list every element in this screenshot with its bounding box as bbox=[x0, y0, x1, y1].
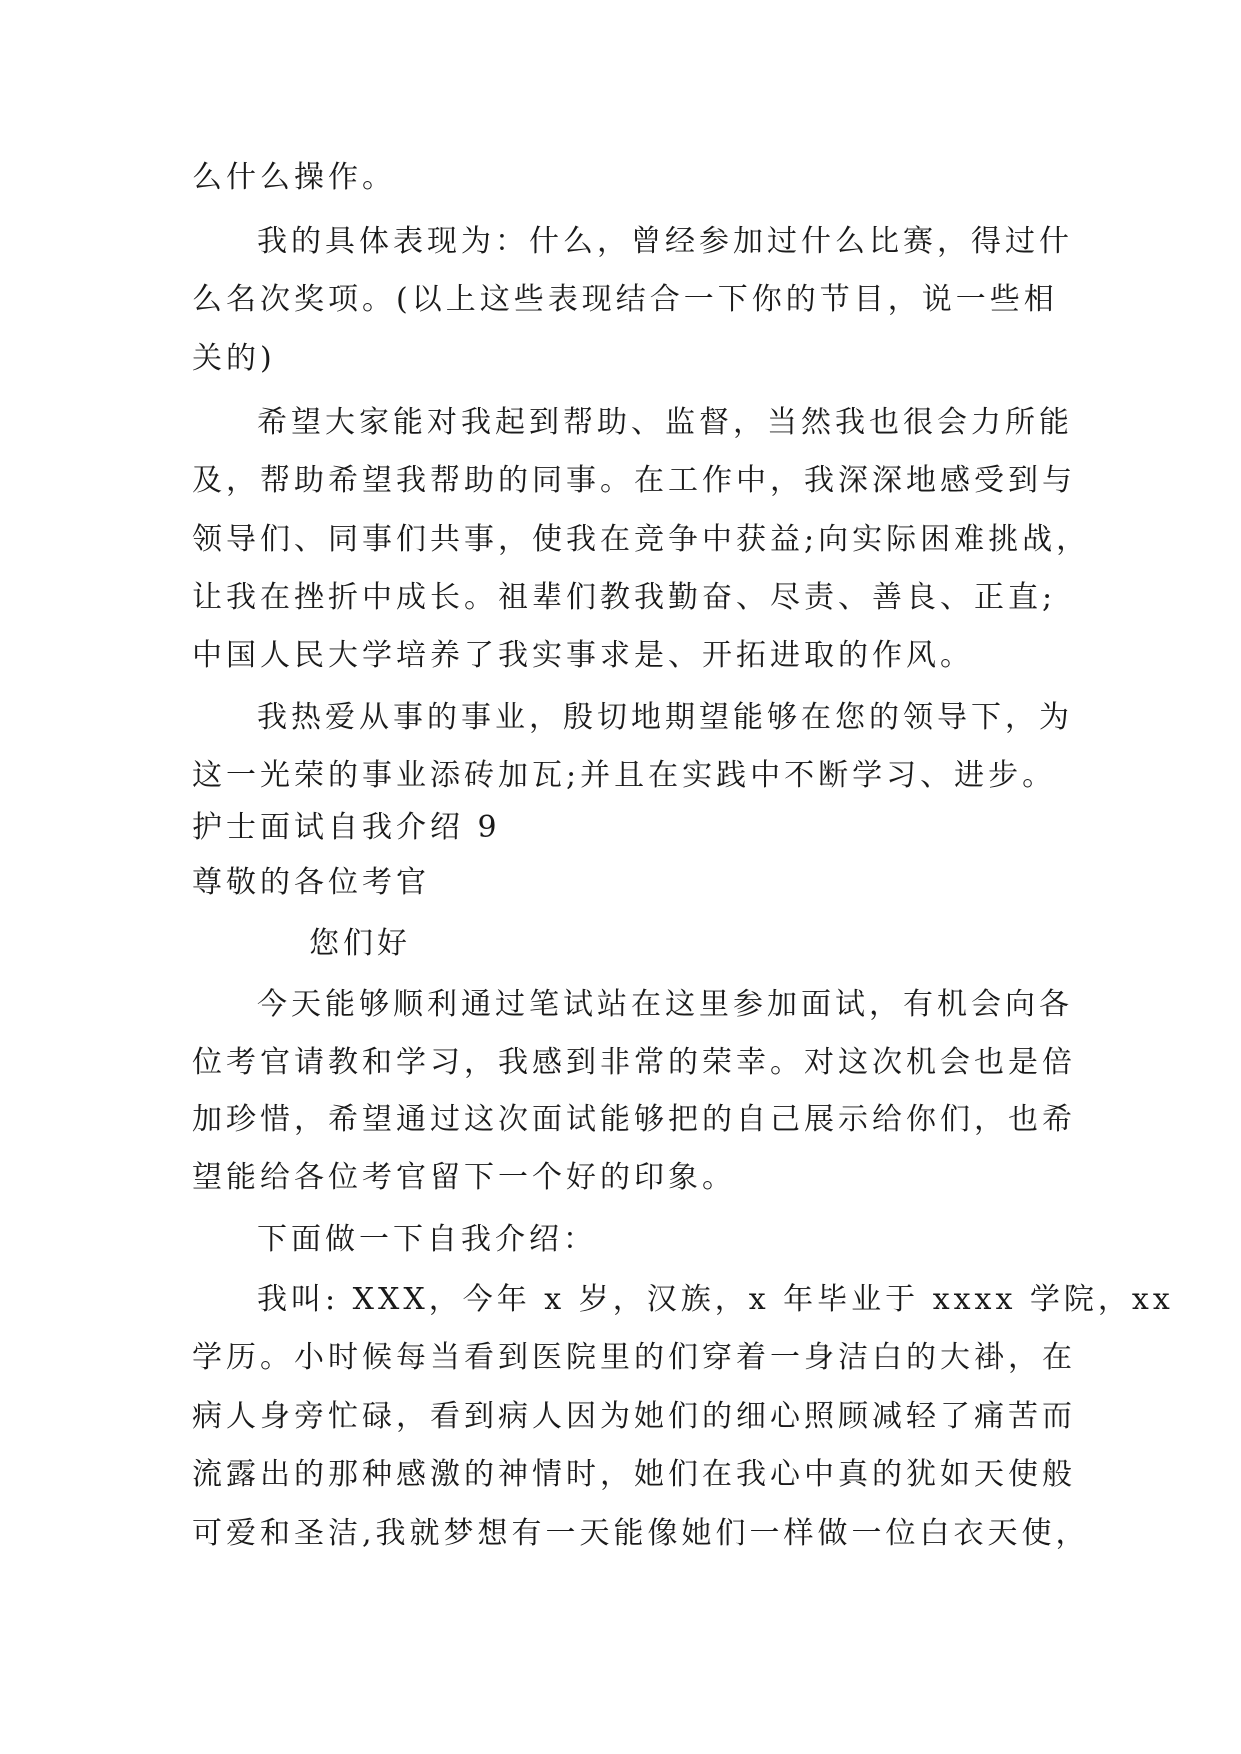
text-line: 望能给各位考官留下一个好的印象。 bbox=[192, 1160, 736, 1195]
text-line: 领导们、同事们共事，使我在竞争中获益;向实际困难挑战， bbox=[192, 522, 1091, 557]
paragraph-start: 今天能够顺利通过笔试站在这里参加面试，有机会向各 bbox=[257, 987, 1073, 1022]
greeting: 您们好 bbox=[309, 926, 411, 961]
salutation: 尊敬的各位考官 bbox=[192, 865, 430, 900]
text-line: 可爱和圣洁,我就梦想有一天能像她们一样做一位白衣天使， bbox=[192, 1516, 1090, 1551]
paragraph-start: 我叫: XXX，今年 x 岁，汉族，x 年毕业于 xxxx 学院，xx bbox=[257, 1282, 1174, 1317]
text-line: 加珍惜，希望通过这次面试能够把的自己展示给你们，也希 bbox=[192, 1102, 1076, 1137]
paragraph-start: 下面做一下自我介绍： bbox=[257, 1222, 597, 1257]
text-line: 病人身旁忙碌，看到病人因为她们的细心照顾减轻了痛苦而 bbox=[192, 1399, 1076, 1434]
text-line: 中国人民大学培养了我实事求是、开拓进取的作风。 bbox=[192, 638, 974, 673]
paragraph-start: 希望大家能对我起到帮助、监督，当然我也很会力所能 bbox=[257, 405, 1073, 440]
text-line: 及，帮助希望我帮助的同事。在工作中，我深深地感受到与 bbox=[192, 463, 1076, 498]
text-line: 么什么操作。 bbox=[192, 160, 396, 195]
text-line: 么名次奖项。(以上这些表现结合一下你的节目，说一些相 bbox=[192, 282, 1058, 317]
text-line: 学历。小时候每当看到医院里的们穿着一身洁白的大褂，在 bbox=[192, 1340, 1076, 1375]
text-line: 这一光荣的事业添砖加瓦;并且在实践中不断学习、进步。 bbox=[192, 758, 1057, 793]
paragraph-start: 我热爱从事的事业，殷切地期望能够在您的领导下，为 bbox=[257, 700, 1073, 735]
text-line: 流露出的那种感激的神情时，她们在我心中真的犹如天使般 bbox=[192, 1457, 1076, 1492]
text-line: 位考官请教和学习，我感到非常的荣幸。对这次机会也是倍 bbox=[192, 1045, 1076, 1080]
text-line: 让我在挫折中成长。祖辈们教我勤奋、尽责、善良、正直; bbox=[192, 580, 1057, 615]
text-line: 关的) bbox=[192, 341, 276, 376]
section-heading: 护士面试自我介绍 9 bbox=[192, 810, 501, 845]
paragraph-start: 我的具体表现为：什么，曾经参加过什么比赛，得过什 bbox=[257, 224, 1073, 259]
